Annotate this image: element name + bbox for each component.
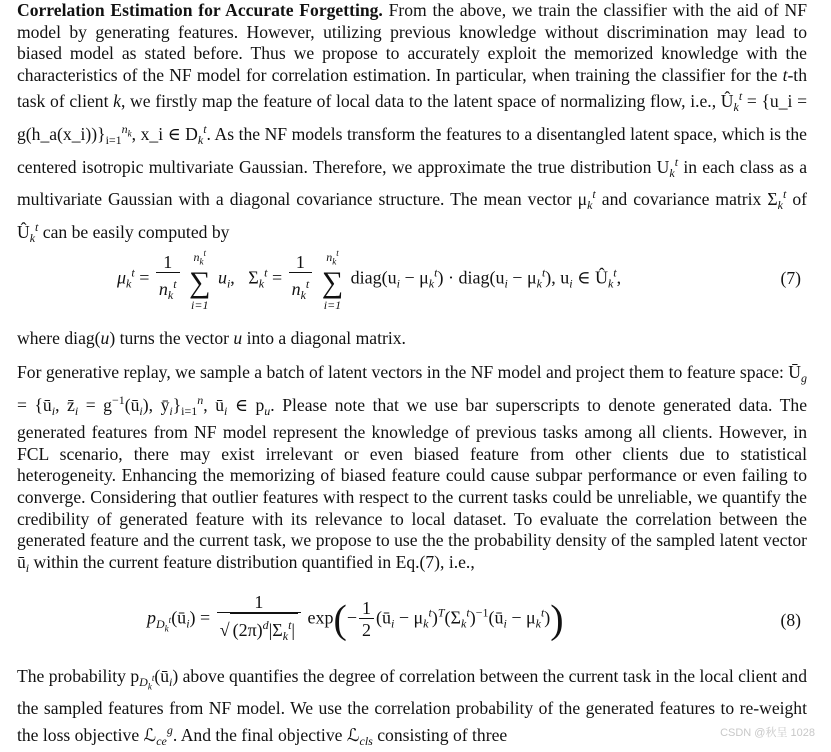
paragraph-heading: Correlation Estimation for Accurate Forgetting. [17,0,383,20]
watermark: CSDN @秋呈 1028 [720,727,815,739]
fraction: $\frac{1}{n_k^t}$ [156,252,180,306]
fraction: $\frac{1}{√ (2\pi)^d|\Sigma_k^t|}$ [217,592,301,647]
equation-8: $p_{D_k^t}(ū_i)$ = $\frac{1}{√ (2\pi)^d|\Sigma_k^t|}$ exp(− $\frac{1}{2}$ ($ū_i$ − $\mu_k^t)^T(\Sigma_k^t)^{-1}(ū_i - \mu_k^t)$) (8) [17,592,807,656]
paragraph-diag: where diag(u) turns the vector u into a diagonal matrix. [17,328,406,348]
fraction: $\frac{1}{2}$ [359,598,374,641]
fraction: $\frac{1}{n_k^t}$ [289,252,313,306]
paragraph-probability: The probability $p_{D_k^t}(ū_i)$ above quantifies the degree of correlation between the current task in the local client and the sampled features from NF model. We use the correlation probability of the generated features to re-weight the loss objective ℒ$_{ce}^g$. And the final objective ℒ$_{cls}$ consisting of three [17,666,807,748]
paragraph-generative-replay: For generative replay, we sample a batch of latent vectors in the NF model and project them to feature space: $Ū_g$ = {$ū_i$, $z̄_i$ = $g^{-1}(ū_i)$, $ȳ_i\}_{i=1}^n$, $ū_i$ ∈ $p_u$. Please note that we use bar superscripts to denote generated data. The generated features from NF model represent the knowledge of previous tasks among all clients. However, in FCL scenario, there may exist irrelevant or even biased feature from other clients due to statistical heterogeneity. Enhancing the memorizing of biased feature could cause subpar performance or even failing to converge. Considering that outlier features with respect to the current tasks could be unreliable, we quantify the credibility of generated feature with its relevance to local dataset. To evaluate the correlation between the generated feature and the current task, we propose to use the the probability density of the sampled latent vector $ū_i$ within the current feature distribution quantified in Eq.(7), i.e., [17,362,808,575]
summation: $n_k^t$ ∑ i=1 [321,248,344,313]
paragraph-correlation-estimation: Correlation Estimation for Accurate Forgetting. From the above, we train the classifier with the aid of NF model by generating features. However, utilizing previous knowledge without discrimination may lead to biased model as stated before. Thus we propose to accurately exploit the memorized knowledge with the characteristics of the NF model for correlation estimation. In particular, when training the classifier for the t-th task of client k, we firstly map the feature of local data to the latent space of normalizing flow, i.e., $Û_k^t$ = {u_i = $g(h\_a(x\_i))\}_{i=1}^{n_k}$, x_i ∈ $D_k^t$. As the NF models transform the features to a disentangled latent space, which is the centered isotropic multivariate Gaussian. Therefore, we approximate the true distribution $U_k^t$ in each class as a multivariate Gaussian with a diagonal covariance structure. The mean vector $\mu_k^t$ and covariance matrix $\Sigma_k^t$ of $Û_k^t$ can be easily computed by [17,0,808,245]
summation: $n_k^t$ ∑ i=1 [189,248,211,313]
equation-7: $\mu_k^t$ = $\frac{1}{n_k^t}$ $n_k^t$ ∑ i=1 $u_i$, $\Sigma_k^t$ = $\frac{1}{n_k^t}$ $n_k^t$ ∑ i=1 $diag(u_i - \mu_k^t)$ · $diag(u_i - \mu_k^t)$, $u_i$ ∈ $Û_k^t$, (7) [117,248,801,313]
equation-number: (8) [780,610,801,630]
equation-number: (7) [780,268,801,288]
